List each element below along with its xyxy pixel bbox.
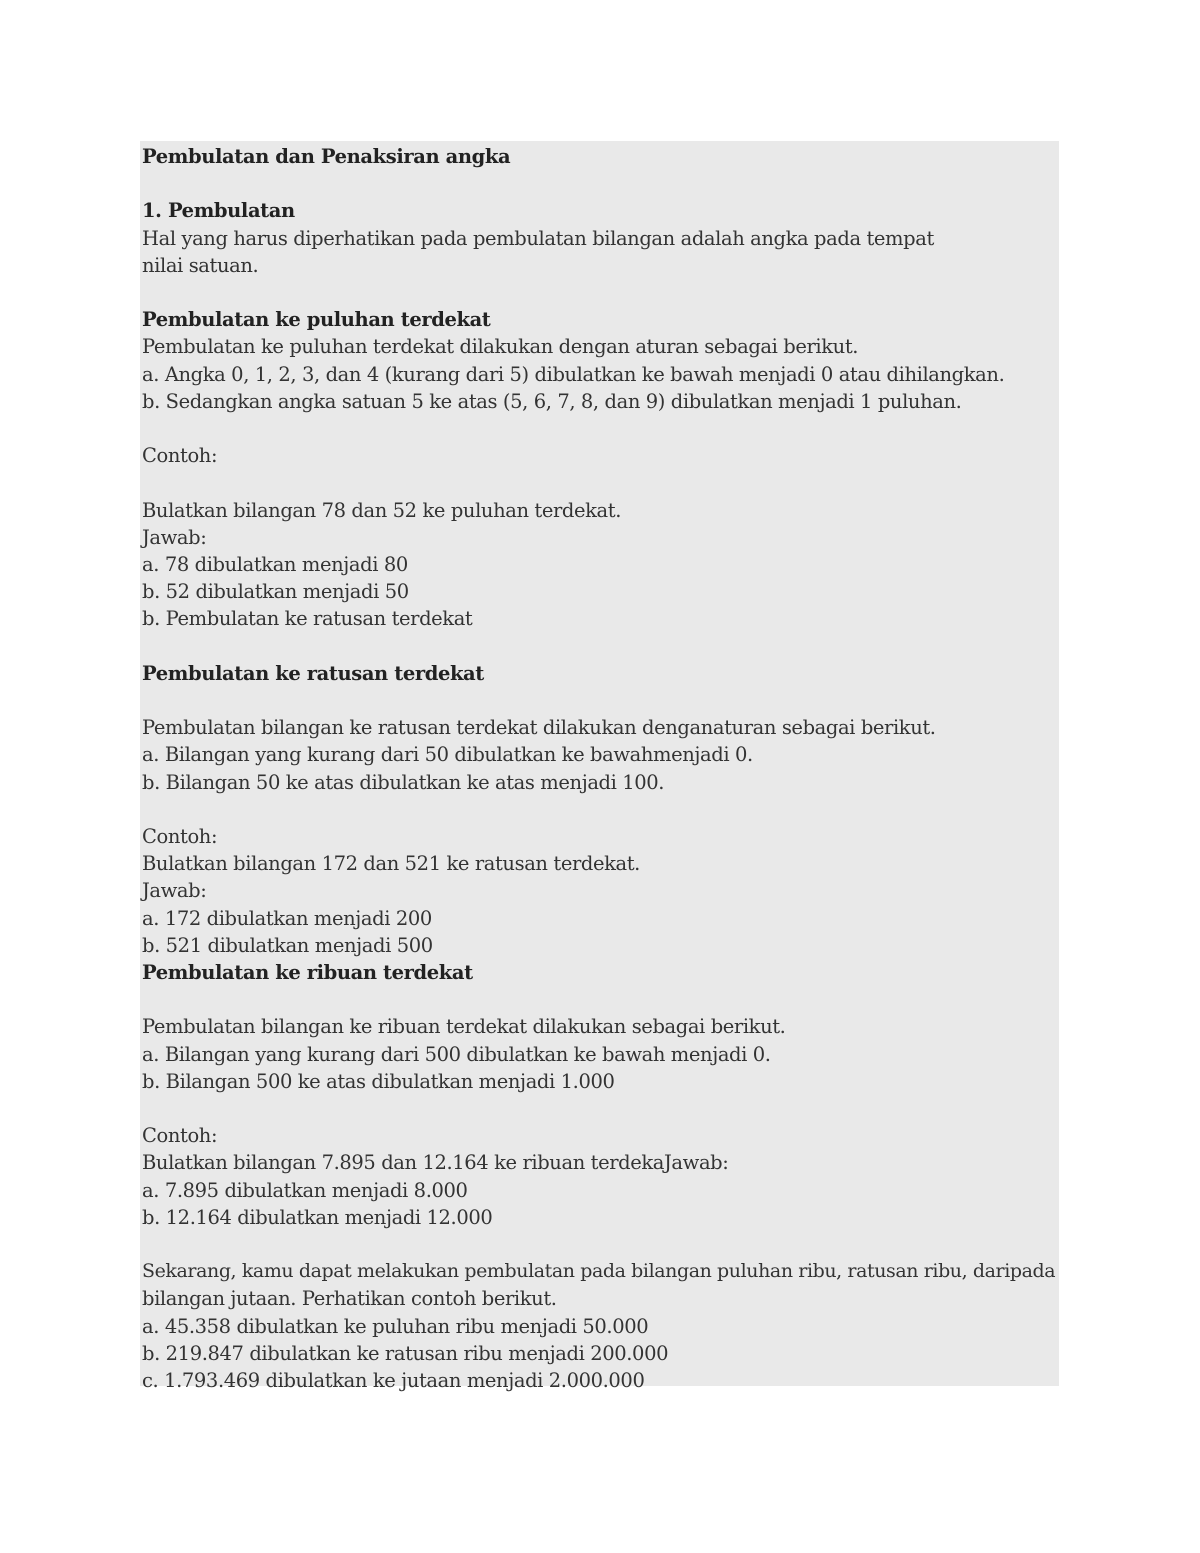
answer-item: b. 52 dibulatkan menjadi 50 [142,580,409,604]
document-body [142,143,1057,1394]
example-item: c. 1.793.469 dibulatkan ke jutaan menjadi 2.000.000 [142,1368,645,1392]
rule-item: a. Bilangan yang kurang dari 500 dibulatkan ke bawah menjadi 0. [142,1042,771,1066]
blank-line [142,1095,1057,1122]
rule-item: b. Bilangan 500 ke atas dibulatkan menjadi 1.000 [142,1069,615,1093]
blank-line [142,1231,1057,1258]
example-question: Bulatkan bilangan 78 dan 52 ke puluhan terdekat. [142,498,622,522]
answer-label: Jawab: [142,525,207,549]
paragraph-line: Pembulatan ke puluhan terdekat dilakukan dengan aturan sebagai berikut. [142,335,859,359]
rule-item: b. Bilangan 50 ke atas dibulatkan ke atas menjadi 100. [142,770,665,794]
answer-item: b. 12.164 dibulatkan menjadi 12.000 [142,1205,493,1229]
paragraph-line: Pembulatan bilangan ke ratusan terdekat dilakukan denganaturan sebagai berikut. [142,716,936,740]
rule-item: b. Sedangkan angka satuan 5 ke atas (5, 6, 7, 8, dan 9) dibulatkan menjadi 1 puluhan. [142,389,962,413]
example-label: Contoh: [142,1124,218,1148]
blank-line [142,687,1057,714]
blank-line [142,170,1057,197]
blank-line [142,633,1057,660]
example-question: Bulatkan bilangan 7.895 dan 12.164 ke ribuan terdekaJawab: [142,1151,729,1175]
example-item: a. 45.358 dibulatkan ke puluhan ribu menjadi 50.000 [142,1314,649,1338]
example-label: Contoh: [142,824,218,848]
blank-line [142,986,1057,1013]
answer-item: a. 78 dibulatkan menjadi 80 [142,552,408,576]
heading-ratusan: Pembulatan ke ratusan terdekat [142,661,484,685]
example-item: b. 219.847 dibulatkan ke ratusan ribu menjadi 200.000 [142,1341,669,1365]
paragraph-line: Sekarang, kamu dapat melakukan pembulatan pada bilangan puluhan ribu, ratusan ribu, daripada [142,1260,1056,1283]
answer-item: b. 521 dibulatkan menjadi 500 [142,933,433,957]
rule-item: a. Bilangan yang kurang dari 50 dibulatkan ke bawahmenjadi 0. [142,743,753,767]
answer-item: a. 7.895 dibulatkan menjadi 8.000 [142,1178,468,1202]
answer-item: a. 172 dibulatkan menjadi 200 [142,906,432,930]
section-heading-pembulatan: 1. Pembulatan [142,199,295,223]
paragraph-line: b. Pembulatan ke ratusan terdekat [142,607,473,631]
answer-label: Jawab: [142,879,207,903]
heading-puluhan: Pembulatan ke puluhan terdekat [142,308,491,332]
rule-item: a. Angka 0, 1, 2, 3, dan 4 (kurang dari 5) dibulatkan ke bawah menjadi 0 atau dihilangkan. [142,362,1005,386]
example-question: Bulatkan bilangan 172 dan 521 ke ratusan terdekat. [142,852,640,876]
paragraph-line: Pembulatan bilangan ke ribuan terdekat dilakukan sebagai berikut. [142,1015,786,1039]
example-label: Contoh: [142,444,218,468]
blank-line [142,279,1057,306]
blank-line [142,796,1057,823]
paragraph-line: bilangan jutaan. Perhatikan contoh berikut. [142,1287,557,1311]
paragraph-line: nilai satuan. [142,253,259,277]
paragraph-line: Hal yang harus diperhatikan pada pembulatan bilangan adalah angka pada tempat [142,226,934,250]
blank-line [142,469,1057,496]
document-title: Pembulatan dan Penaksiran angka [142,145,511,168]
blank-line [142,415,1057,442]
heading-ribuan: Pembulatan ke ribuan terdekat [142,960,473,984]
